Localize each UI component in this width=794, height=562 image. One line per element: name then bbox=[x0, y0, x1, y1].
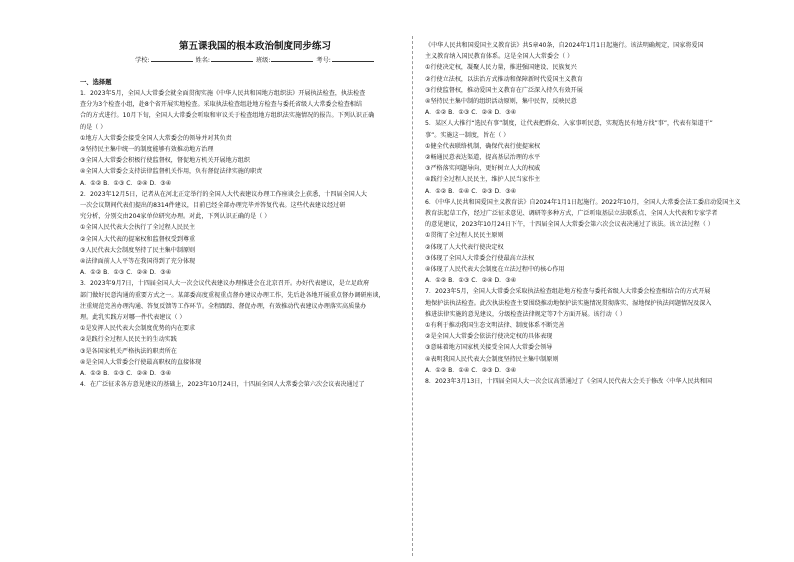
text-line: ②行使立法权，以法治方式推动和保障新时代爱国主义教育 bbox=[425, 75, 583, 83]
class-label: 班级: bbox=[255, 57, 271, 64]
text-line: ④践行全过程人民民主，维护人民当家作主 bbox=[425, 176, 541, 184]
text-line: 3．2023年9月7日，十四届全国人大一次会议代表建议办理推进会在北京召开。办好代表建议，是立足政府 bbox=[80, 280, 370, 288]
text-line: A．①② B．①③ C．②④ D．③④ bbox=[425, 109, 517, 117]
text-line: A．①② B．①④ C．②③ D．③④ bbox=[425, 366, 517, 374]
exam-number-label: 考号: bbox=[316, 57, 331, 64]
text-line: 一次会议期间代表们提出的8314件建议，目前已经全部办理完毕并答复代表。这些代表建议经过研 bbox=[80, 202, 346, 210]
text-line: 查分为3个检查小组，赴8个省开展实地检查。采取执法检查组赴地方检查与委托省级人大常委会检查相结 bbox=[80, 101, 362, 109]
text-line: 合的方式进行。10月下旬，全国人大常委会听取和审议关于检查组地方组织法实施情况的报告。下列认识正确 bbox=[80, 112, 375, 120]
text-line: ①有利于推动我国生态文明法律、制度体系不断完善 bbox=[425, 322, 565, 330]
text-line: ③严格落实问题导向，更好树立人大的权威 bbox=[425, 165, 541, 173]
text-line: ④体现了人民代表大会制度在立法过程中的核心作用 bbox=[425, 266, 565, 274]
text-line: A．①② B．①③ C．②④ D．③④ bbox=[80, 370, 172, 378]
text-line: ④表明我国人民代表大会制度坚持民主集中制原则 bbox=[425, 355, 559, 363]
text-line: ②坚持民主集中统一的制度能够有效推动地方治理 bbox=[80, 146, 214, 154]
text-line: 推进法律实施的意见建议，分级检查法律规定等7个方面开展。该行动（ ） bbox=[425, 310, 626, 318]
text-line: ②全国人大代表的提案权和监督权受到尊重 bbox=[80, 235, 196, 243]
text-line: ④法律面前人人平等在我国得到了充分体现 bbox=[80, 258, 196, 266]
text-line: ①全国人民代表大会执行了全过程人民民主 bbox=[80, 224, 196, 232]
text-line: ①贯彻了全过程人民民主原则 bbox=[425, 232, 504, 240]
school-field[interactable] bbox=[151, 54, 193, 62]
text-line: ③是各国家机关严格执法的职责所在 bbox=[80, 347, 177, 355]
text-line: ③全国人大常委会积极行使监督权，督促地方机关开展地方组织 bbox=[80, 157, 250, 165]
text-line: 1．2023年5月，全国人大常委会就全面贯彻实施《中华人民共和国地方组织法》开展执法检查，执法检查 bbox=[80, 90, 366, 97]
text-line: ①地方人大常委会接受全国人大常委会的领导并对其负责 bbox=[80, 134, 232, 142]
text-line: 6．《中华人民共和国爱国主义教育法》自2024年1月1日起施行。2022年10月，全国人大常委会法工委启动爱国主义 bbox=[425, 198, 741, 206]
exam-number-field[interactable] bbox=[332, 54, 374, 62]
text-line: 教育法起草工作，经过广泛征求意见、调研等多种方式，广泛听取基层立法联系点、全国人大代表和专家学者 bbox=[425, 210, 718, 218]
text-line: 注重规范完善办理沟通、答复反馈等工作环节。全程跟踪、督促办理，有效推动代表建议办理落实高质量办 bbox=[80, 302, 367, 310]
text-line: ①行使决定权，凝聚人民力量，推进强国建设、民族复兴 bbox=[425, 64, 577, 72]
text-line: 究分析，分别交由204家单位研究办理。对此，下列认识正确的是（ ） bbox=[80, 213, 271, 221]
text-line: 《中华人民共和国爱国主义教育法》共5章40条，自2024年1月1日起施行。该法明确规定，国家将爱国 bbox=[425, 42, 704, 49]
text-line: ①健全代表联络机制，确保代表行使提案权 bbox=[425, 142, 541, 150]
text-line: ③意味着地方国家机关接受全国人大常委会领导 bbox=[425, 344, 553, 352]
text-line: ③人民代表大会制度坚持了民主集中制原则 bbox=[80, 246, 196, 254]
section-title: 一、选择题 bbox=[80, 79, 112, 86]
text-line: ②体现了人大代表行使决定权 bbox=[425, 243, 504, 251]
text-line: 2．2023年12月5日，记者从在河北正定举行的全国人大代表建议办理工作座谈会上获悉，十四届全国人大 bbox=[80, 190, 367, 198]
name-field[interactable] bbox=[211, 54, 253, 62]
text-line: A．①② B．①③ C．②④ D．③④ bbox=[80, 269, 172, 277]
text-line: ②是全国人大常委会依法行使决定权的具体表现 bbox=[425, 333, 553, 341]
left-question-text bbox=[80, 88, 430, 390]
text-line: A．①② B．①③ C．②④ D．③④ bbox=[425, 277, 517, 285]
text-line: 主义教育纳入国民教育体系。这是全国人大常委会（ ） bbox=[425, 53, 574, 61]
text-line: 5．某区人大推行“选民有事”制度，让代表把群众、入家事听民意，实现选民有地方找”事”，代表有渠道干” bbox=[425, 120, 713, 128]
text-line: 4．在广泛征求各方意见建议的基础上，2023年10月24日，十四届全国人大常委会第六次会议表决通过了 bbox=[80, 381, 365, 389]
name-label: 姓名: bbox=[195, 57, 211, 64]
text-line: ④全国人大常委会支持法律监督机关作用，负有督促法律实施的职责 bbox=[80, 168, 263, 176]
text-line: 地保护法执法检查。此次执法检查主要围绕推动地保护法实施情况贯彻落实、湿地保护执法问题情况及深入 bbox=[425, 299, 712, 307]
text-line: 理。此乳实践方对哪一件代表建议（ ） bbox=[80, 314, 186, 322]
text-line: ①是发挥人民代表大会制度优势的内在要求 bbox=[80, 325, 196, 333]
right-question-text bbox=[425, 40, 775, 387]
text-line: 部门做好民意沟通的重要方式之一。某部委高度重视重点督办建议办理工作，先后赴各地开展重点督办调研座谈， bbox=[80, 291, 385, 299]
student-info-line bbox=[80, 54, 430, 67]
page-title: 第五课我国的根本政治制度同步练习 bbox=[178, 41, 331, 52]
text-line: ④是全国人大常委会行使最高职权的直接体现 bbox=[80, 358, 202, 366]
text-line: 事”。实施这一制度，旨在（ ） bbox=[425, 131, 510, 139]
text-line: ②畅通民意表达渠道，提高基层治理的水平 bbox=[425, 154, 541, 162]
text-line: A．①② B．①④ C．②③ D．③④ bbox=[425, 187, 517, 195]
school-label: 学校: bbox=[135, 57, 150, 64]
text-line: 7．2023年5月，全国人大常委会采取执法检查组赴地方检查与委托省级人大常委会检查相结合的方式开展 bbox=[425, 288, 711, 296]
text-line: ②是践行全过程人民民主的生动实践 bbox=[80, 336, 177, 344]
text-line: 的意见建议，2023年10月24日下午，十四届全国人大常委会第六次会议表决通过了该法。该立法过程（ ） bbox=[425, 221, 714, 229]
text-line: 的是（ ） bbox=[80, 123, 107, 131]
right-column bbox=[425, 40, 775, 387]
text-line: A．①② B．①③ C．②④ D．③④ bbox=[80, 179, 172, 187]
text-line: ④坚持民主集中制的组织活动原则，集中民智，反映民意 bbox=[425, 98, 577, 106]
text-line: ③行使监督权，推动爱国主义教育在广泛深入持久有效开展 bbox=[425, 86, 583, 94]
text-line: 8．2023年3月13日，十四届全国人大一次会议高票通过了《全国人民代表大会关于修改〈中华人民共和国 bbox=[425, 378, 712, 386]
left-column bbox=[80, 40, 430, 390]
class-field[interactable] bbox=[271, 54, 313, 62]
text-line: ③体现了全国人大常委会行使最高立法权 bbox=[425, 254, 535, 262]
